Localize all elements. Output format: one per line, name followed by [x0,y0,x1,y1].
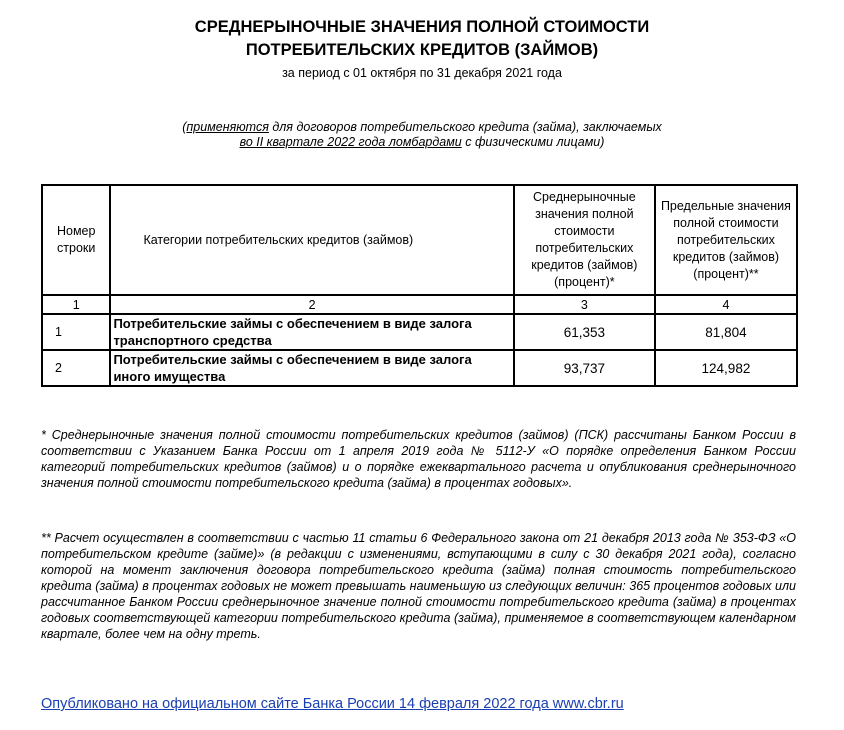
document-title-line2: ПОТРЕБИТЕЛЬСКИХ КРЕДИТОВ (ЗАЙМОВ) [245,41,599,59]
applicability-period: во II квартале 2022 года ломбардами [239,135,462,149]
column-number-row [42,295,797,314]
row-number: 2 [42,350,110,386]
applicability-note-text2: с физическими лицами [461,135,601,149]
header-limit: Предельные значения полной стоимости потребительских кредитов (займов) (процент)** [655,185,797,295]
row-avg-value: 61,353 [514,314,655,350]
header-row-number: Номер строки [42,185,110,295]
document-title-line1: СРЕДНЕРЫНОЧНЫЕ ЗНАЧЕНИЯ ПОЛНОЙ СТОИМОСТИ [194,18,650,36]
table-row [42,314,797,350]
applicability-note-line2: во II квартале 2022 года ломбардами с физическими лицами) [239,135,605,149]
row-number: 1 [42,314,110,350]
row-category: Потребительские займы с обеспечением в виде залога транспортного средства [110,314,513,350]
column-number: 1 [42,295,110,314]
psk-table [41,184,798,387]
table-header-row [42,185,797,295]
footnote-avg-market: * Среднерыночные значения полной стоимости потребительских кредитов (займов) (ПСК) рассчитаны Банком России в соответствии с Указанием Банка России от 1 апреля 2019 года № 5112-У «О порядке определения Банком России категорий потребительских кредитов (займов) и о порядке ежеквартального расчета и опубликования среднерыночного значения полной стоимости потребительского кредита (займа) в процентах годовых». [41,428,796,490]
column-number: 3 [514,295,655,314]
header-avg-market: Среднерыночные значения полной стоимости потребительских кредитов (займов) (процент)* [514,185,655,295]
header-category: Категории потребительских кредитов (займов) [110,185,513,295]
applicability-note-text1: для договоров потребительского кредита (займа), заключаемых [268,120,662,134]
period-subtitle: за период с 01 октября по 31 декабря 2021 года [282,66,562,80]
applicability-note-line1: (применяются для договоров потребительского кредита (займа), заключаемых [182,120,662,134]
published-link[interactable]: Опубликовано на официальном сайте Банка России 14 февраля 2022 года www.cbr.ru [41,696,624,712]
column-number: 2 [110,295,513,314]
column-number: 4 [655,295,797,314]
row-limit-value: 124,982 [655,350,797,386]
row-limit-value: 81,804 [655,314,797,350]
table-row [42,350,797,386]
row-avg-value: 93,737 [514,350,655,386]
applied-word: применяются [186,120,269,134]
row-category: Потребительские займы с обеспечением в виде залога иного имущества [110,350,513,386]
footnote-limit: ** Расчет осуществлен в соответствии с частью 11 статьи 6 Федерального закона от 21 декабря 2013 года № 353-ФЗ «О потребительском кредите (займе)» (в редакции с изменениями, вступающими в силу с 30 декабря 2021 года), согласно которой на момент заключения договора потребительского кредита (займа) полная стоимость потребительского кредита (займа) в процентах годовых не может превышать наименьшую из следующих величин: 365 процентов годовых или рассчитанное Банком России среднерыночное значение полной стоимости потребительского кредита (займа) в процентах годовых соответствующей категории потребительского кредита (займа), применяемое в соответствующем календарном квартале, более чем на одну треть. [41,531,796,641]
